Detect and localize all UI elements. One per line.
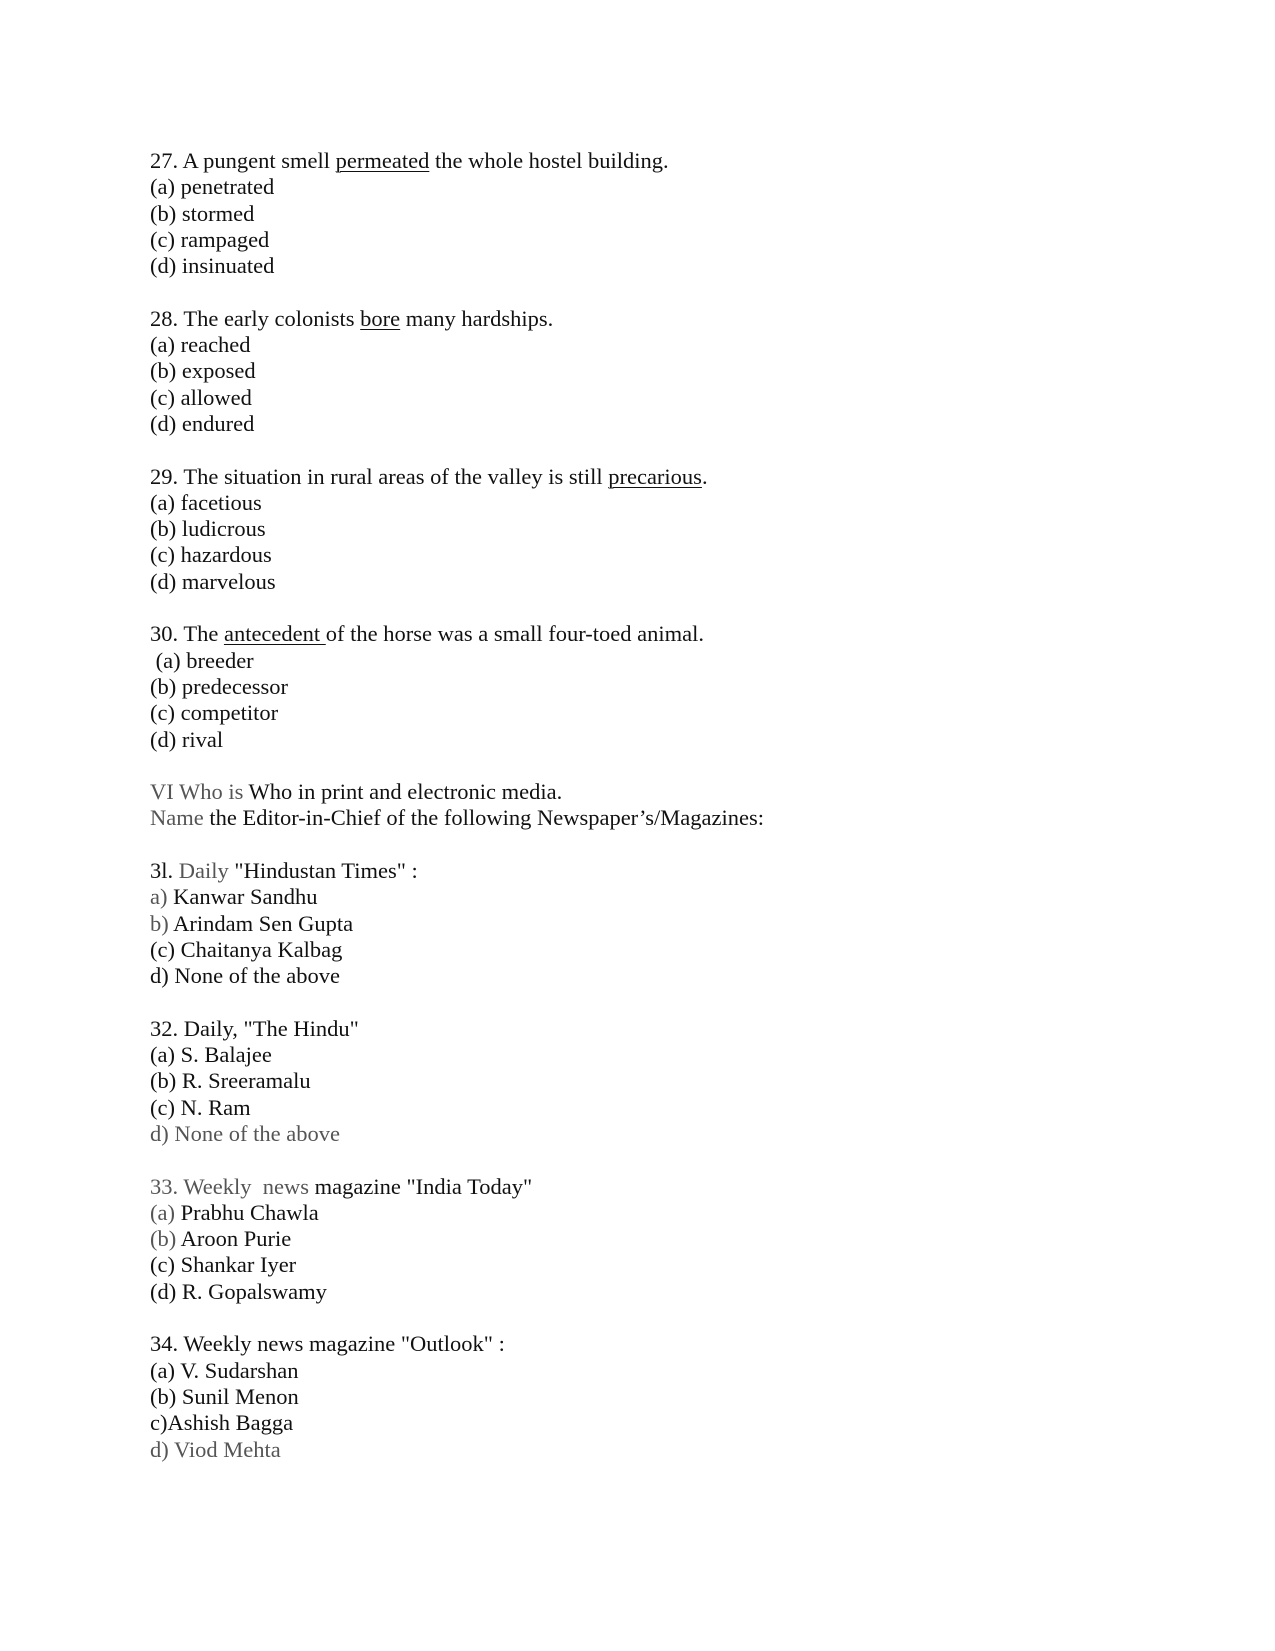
spacer [150, 990, 1150, 1016]
spacer [150, 1147, 1150, 1173]
option-34b: (b) Sunil Menon [150, 1383, 299, 1409]
question-33: 33. Weekly news magazine "India Today" [150, 1173, 533, 1199]
option-31c: (c) Chaitanya Kalbag [150, 936, 343, 962]
question-31: 3l. Daily "Hindustan Times" : [150, 858, 418, 884]
spacer [150, 279, 1150, 305]
option-30c: (c) competitor [150, 700, 279, 726]
option-33d: (d) R. Gopalswamy [150, 1278, 327, 1304]
option-34a: (a) V. Sudarshan [150, 1357, 299, 1383]
spacer [150, 753, 1150, 779]
question-27: 27. A pungent smell permeated the whole hostel building. [150, 148, 669, 173]
option-33c: (c) Shankar Iyer [150, 1252, 297, 1278]
option-28a: (a) reached [150, 332, 251, 358]
option-31a: a) Kanwar Sandhu [150, 884, 318, 910]
option-32b: (b) R. Sreeramalu [150, 1068, 311, 1094]
exam-page [150, 148, 1150, 1463]
option-27a: (a) penetrated [150, 174, 275, 200]
spacer [150, 1305, 1150, 1331]
option-27b: (b) stormed [150, 200, 255, 226]
spacer [150, 595, 1150, 621]
option-28c: (c) allowed [150, 384, 252, 410]
option-28b: (b) exposed [150, 358, 256, 384]
option-32d: d) None of the above [150, 1120, 340, 1146]
option-29c: (c) hazardous [150, 542, 272, 568]
spacer [150, 832, 1150, 858]
option-28d: (d) endured [150, 410, 255, 436]
question-30: 30. The antecedent of the horse was a small four-toed animal. [150, 621, 704, 647]
option-27d: (d) insinuated [150, 253, 275, 279]
question-28: 28. The early colonists bore many hardships. [150, 305, 554, 331]
option-30a: (a) breeder [150, 647, 254, 673]
option-30b: (b) predecessor [150, 673, 289, 699]
option-34c: c)Ashish Bagga [150, 1410, 294, 1436]
spacer [150, 437, 1150, 463]
option-31d: d) None of the above [150, 963, 340, 989]
underlined-word: permeated [335, 148, 430, 173]
option-31b: b) Arindam Sen Gupta [150, 910, 354, 936]
underlined-word: antecedent [223, 621, 326, 647]
option-32c: (c) N. Ram [150, 1094, 251, 1120]
option-33b: (b) Aroon Purie [150, 1226, 292, 1252]
option-29a: (a) facetious [150, 489, 262, 515]
underlined-word: precarious [608, 463, 702, 489]
section-heading: VI Who is Who in print and electronic media. [150, 779, 563, 805]
option-30d: (d) rival [150, 726, 224, 752]
question-29: 29. The situation in rural areas of the valley is still precarious. [150, 463, 708, 489]
underlined-word: bore [360, 305, 401, 331]
option-33a: (a) Prabhu Chawla [150, 1199, 319, 1225]
option-29b: (b) ludicrous [150, 516, 266, 542]
option-29d: (d) marvelous [150, 568, 276, 594]
question-34: 34. Weekly news magazine "Outlook" : [150, 1331, 505, 1357]
option-34d: d) Viod Mehta [150, 1436, 281, 1462]
section-instruction: Name the Editor-in-Chief of the following Newspaper’s/Magazines: [150, 805, 764, 831]
option-27c: (c) rampaged [150, 226, 270, 252]
question-32: 32. Daily, "The Hindu" [150, 1015, 359, 1041]
option-32a: (a) S. Balajee [150, 1042, 272, 1068]
